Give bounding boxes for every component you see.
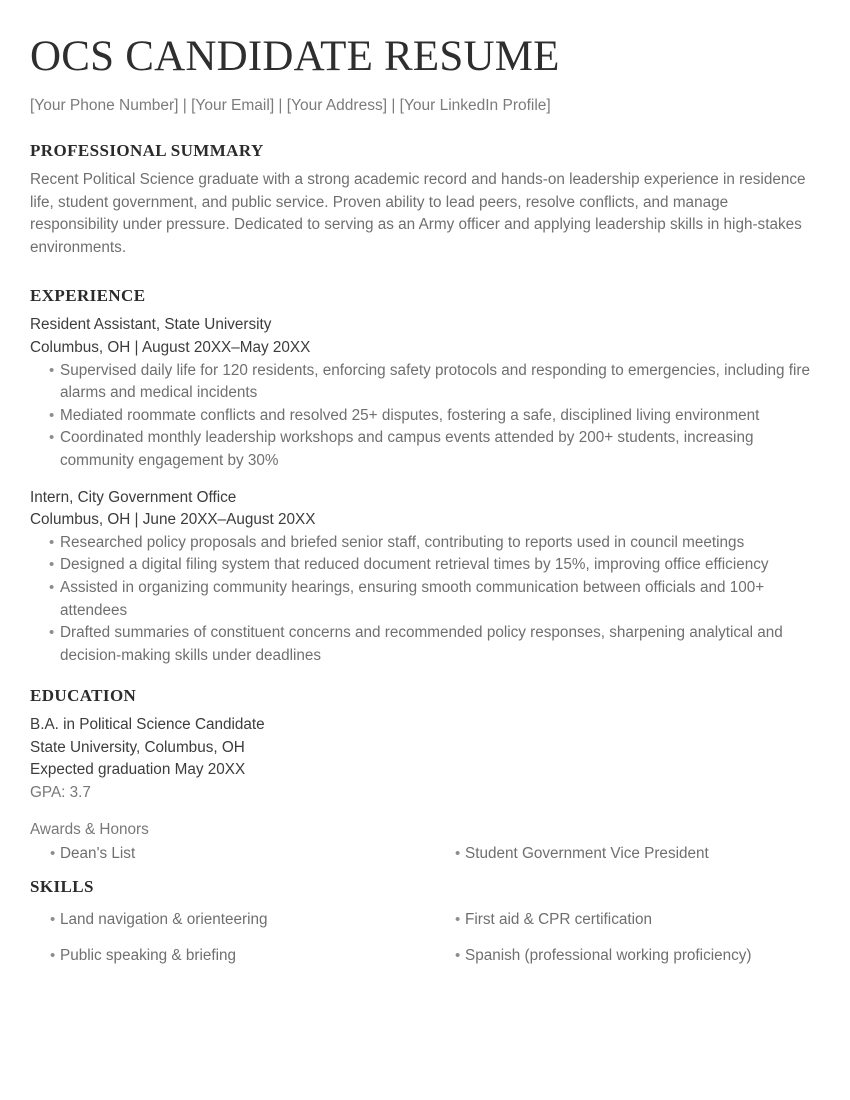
job-location-dates: Columbus, OH | August 20XX–May 20XX [30,338,311,356]
list-item: • Mediated roommate conflicts and resolved 25+ disputes, fostering a safe, disciplined living environment [30,405,820,428]
job-title: Resident Assistant, State University [30,316,272,334]
list-item: • Assisted in organizing community hearings, ensuring smooth communication between officials and 100+ attendees [30,577,820,622]
awards-honors-heading: Awards & Honors [30,820,149,838]
job-location-dates: Columbus, OH | June 20XX–August 20XX [30,511,316,529]
list-item: • Supervised daily life for 120 residents, enforcing safety protocols and responding to emergencies, including fire alarms and medical incidents [30,360,820,405]
section-heading-experience: EXPERIENCE [30,286,146,306]
education-section [30,685,820,866]
list-item: • Land navigation & orienteering [30,909,435,932]
list-item: • Public speaking & briefing [30,945,435,968]
list-item: • Drafted summaries of constituent concerns and recommended policy responses, sharpening analytical and decision-making skills under deadlines [30,622,820,667]
skills-section [30,876,820,968]
professional-summary-text: Recent Political Science graduate with a strong academic record and hands-on leadership experience in residence life, student government, and public service. Proven ability to lead peers, resolve conflicts, and manage responsibility under pressure. Dedicated to serving as an Army officer and applying leadership skills in high-stakes environments. [30,171,806,256]
education-degree: B.A. in Political Science Candidate [30,716,265,734]
job-bullet-list [30,360,820,473]
list-item: • Student Government Vice President [435,843,820,866]
section-heading-professional-summary: PROFESSIONAL SUMMARY [30,141,264,160]
list-item: • Designed a digital filing system that reduced document retrieval times by 15%, improving office efficiency [30,554,820,577]
section-heading-education: EDUCATION [30,686,137,706]
education-school: State University, Columbus, OH [30,738,245,756]
professional-summary-section [30,140,820,259]
contact-line: [Your Phone Number] | [Your Email] | [Your Address] | [Your LinkedIn Profile] [30,97,551,114]
job-title: Intern, City Government Office [30,488,237,506]
page-title: OCS CANDIDATE RESUME [30,33,560,80]
job-bullet-list [30,532,820,668]
list-item: • Coordinated monthly leadership workshops and campus events attended by 200+ students, increasing community engagement by 30% [30,427,820,472]
education-gpa: GPA: 3.7 [30,784,91,802]
experience-entry [30,314,820,472]
list-item: • Researched policy proposals and briefed senior staff, contributing to reports used in council meetings [30,532,820,555]
skills-list [30,909,820,968]
education-graduation: Expected graduation May 20XX [30,761,246,779]
experience-section [30,285,820,667]
awards-honors-list [30,843,820,866]
list-item: • Spanish (professional working proficiency) [435,945,820,968]
list-item: • Dean's List [30,843,435,866]
experience-entry [30,487,820,668]
section-heading-skills: SKILLS [30,876,94,896]
list-item: • First aid & CPR certification [435,909,820,932]
